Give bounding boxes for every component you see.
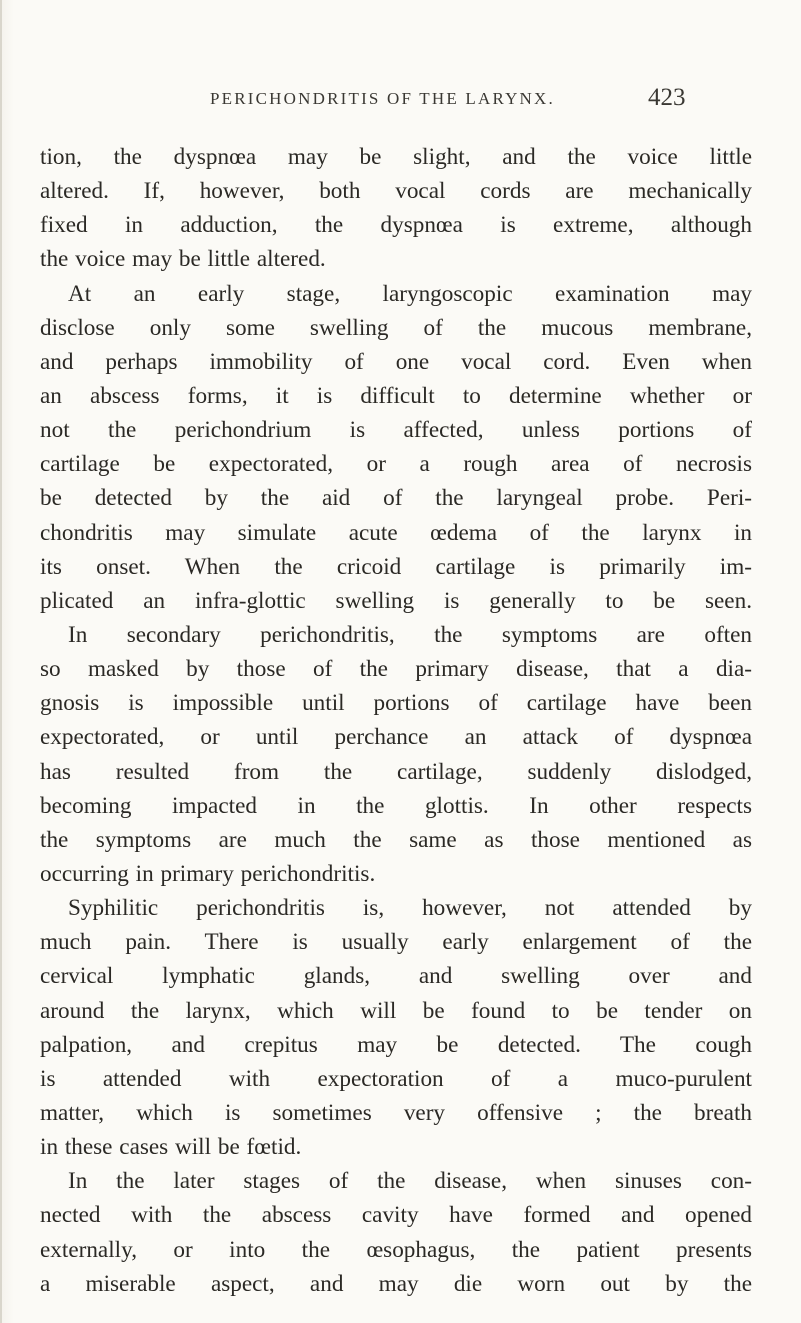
- text-line: the voice may be little altered.: [40, 246, 326, 273]
- text-line: its onset. When the cricoid cartilage is primarily im-: [40, 553, 752, 580]
- text-line: matter, which is sometimes very offensive ; the breath: [40, 1099, 752, 1126]
- text-line: expectorated, or until perchance an attack of dyspnœa: [40, 724, 752, 751]
- running-title: PERICHONDRITIS OF THE LARYNX.: [210, 89, 555, 108]
- text-line: occurring in primary perichondritis.: [40, 860, 376, 887]
- text-line: around the larynx, which will be found to be tender on: [40, 997, 752, 1024]
- page-gutter-edge: [0, 0, 2, 1323]
- paragraph-start-line: In secondary perichondritis, the symptoms are often: [68, 621, 752, 648]
- text-line: so masked by those of the primary disease, that a dia-: [40, 656, 752, 683]
- body-text: [40, 140, 752, 1301]
- text-line: and perhaps immobility of one vocal cord. Even when: [40, 348, 752, 375]
- paragraph-start-line: In the later stages of the disease, when sinuses con-: [68, 1168, 752, 1195]
- text-line: has resulted from the cartilage, suddenly dislodged,: [40, 758, 752, 785]
- paragraph-start-line: At an early stage, laryngoscopic examination may: [68, 280, 752, 307]
- text-line: an abscess forms, it is difficult to determine whether or: [40, 382, 752, 409]
- text-line: becoming impacted in the glottis. In other respects: [40, 792, 752, 819]
- text-line: is attended with expectoration of a muco-purulent: [40, 1065, 752, 1092]
- running-head: [0, 83, 801, 117]
- text-line: a miserable aspect, and may die worn out by the: [40, 1270, 752, 1297]
- text-line: tion, the dyspnœa may be slight, and the voice little: [40, 144, 752, 170]
- text-line: plicated an infra-glottic swelling is generally to be seen.: [40, 587, 752, 614]
- text-line: chondritis may simulate acute œdema of the larynx in: [40, 519, 752, 546]
- text-line: altered. If, however, both vocal cords are mechanically: [40, 178, 752, 205]
- text-line: much pain. There is usually early enlargement of the: [40, 929, 752, 956]
- text-line: the symptoms are much the same as those mentioned as: [40, 826, 752, 853]
- text-line: fixed in adduction, the dyspnœa is extreme, although: [40, 212, 752, 239]
- text-line: disclose only some swelling of the mucous membrane,: [40, 314, 752, 341]
- text-line: gnosis is impossible until portions of cartilage have been: [40, 690, 752, 717]
- text-line: not the perichondrium is affected, unless portions of: [40, 417, 752, 444]
- text-line: in these cases will be fœtid.: [40, 1134, 302, 1161]
- page-number: 423: [648, 84, 686, 111]
- text-line: be detected by the aid of the laryngeal probe. Peri-: [40, 485, 752, 512]
- text-line: nected with the abscess cavity have formed and opened: [40, 1202, 752, 1229]
- text-line: cervical lymphatic glands, and swelling over and: [40, 963, 752, 990]
- paragraph-start-line: Syphilitic perichondritis is, however, not attended by: [68, 895, 752, 922]
- text-line: palpation, and crepitus may be detected. The cough: [40, 1031, 752, 1058]
- text-line: externally, or into the œsophagus, the patient presents: [40, 1236, 752, 1263]
- text-line: cartilage be expectorated, or a rough area of necrosis: [40, 451, 752, 478]
